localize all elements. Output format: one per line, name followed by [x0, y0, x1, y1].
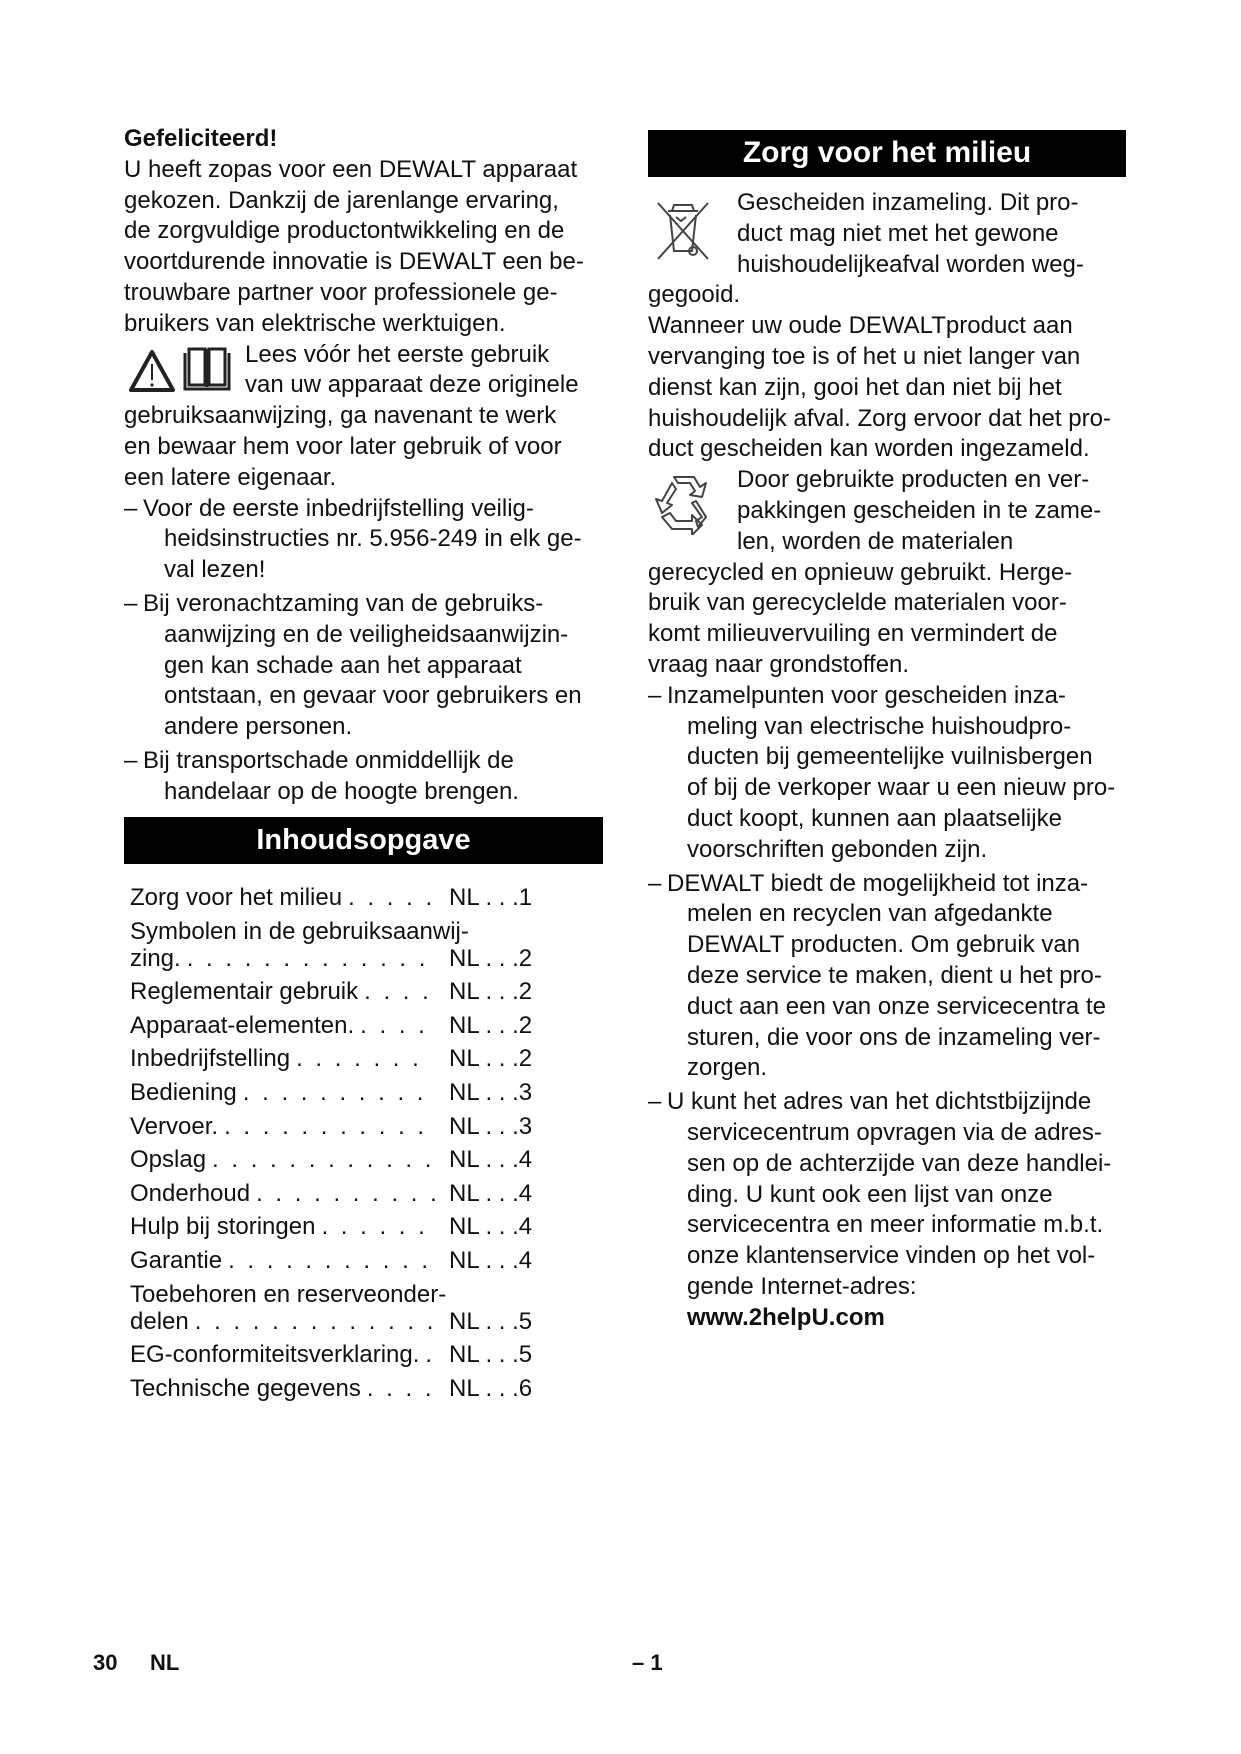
text-line: heidsinstructies nr. 5.956-249 in elk ge-: [164, 525, 582, 553]
dot-leader: .: [425, 1341, 436, 1369]
toc-entry[interactable]: [130, 1146, 560, 1173]
text-line: voorschriften gebonden zijn.: [687, 835, 988, 863]
toc-entry[interactable]: [130, 1045, 560, 1072]
toc-entry-line: [130, 1180, 440, 1207]
dot-leader: . . . . .: [348, 884, 436, 911]
bullet-dash: –: [648, 681, 662, 709]
bullet-dash: –: [124, 746, 138, 774]
toc-entry-line: [130, 1079, 426, 1106]
toc-entry-title: zing.: [130, 944, 181, 972]
text-line: DEWALT biedt de mogelijkheid tot inza-: [667, 869, 1089, 897]
right-bullet-list: [648, 681, 1128, 1303]
toc-page-ref: NL . . .3: [449, 1112, 533, 1140]
dot-leader: . . . .: [364, 978, 432, 1006]
text-line: gerecycled en opnieuw gebruikt. Herge-: [648, 558, 1073, 586]
notice-paragraph: [124, 401, 604, 493]
table-of-contents: [130, 884, 560, 1408]
toc-entry-title: Apparaat-elementen.: [130, 1011, 355, 1039]
right-column: [648, 188, 1128, 1333]
toc-page-ref: NL . . .6: [449, 1374, 533, 1402]
text-line: duct koopt, kunnen aan plaatselijke: [687, 804, 1062, 832]
website-link[interactable]: www.2helpU.com: [687, 1303, 885, 1331]
text-line: komt milieuvervuiling en vermindert de: [648, 620, 1058, 648]
page-number: 30: [93, 1650, 118, 1675]
recycle-paragraph-indented: [648, 465, 1128, 557]
toc-entry[interactable]: [130, 1180, 560, 1207]
text-line: len, worden de materialen: [737, 527, 1014, 555]
bullet-dash: –: [124, 494, 138, 522]
list-item: [124, 589, 604, 743]
toc-entry[interactable]: [130, 1012, 560, 1039]
bullet-dash: –: [124, 589, 138, 617]
section-page-number: – 1: [632, 1650, 663, 1675]
environment-header: [648, 130, 1126, 177]
text-line: U heeft zopas voor een DEWALT apparaat: [124, 155, 578, 183]
toc-entry[interactable]: [130, 978, 560, 1005]
toc-page-ref: NL . . .4: [449, 1146, 533, 1174]
text-line: en bewaar hem voor later gebruik of voor: [124, 432, 562, 460]
toc-entry-line: [130, 978, 432, 1005]
text-line: andere personen.: [164, 713, 353, 741]
left-bullet-list: [124, 494, 604, 808]
toc-entry-title: Toebehoren en reserveonder-: [130, 1280, 447, 1308]
text-line: bruik van gerecyclelde materialen voor-: [648, 589, 1067, 617]
toc-entry-line: [130, 1247, 431, 1274]
footer-language: NL: [150, 1650, 180, 1675]
toc-page-ref: NL . . .1: [449, 884, 533, 911]
bullet-dash: –: [648, 1088, 662, 1116]
bullet-dash: –: [648, 869, 662, 897]
dot-leader: . . . . . .: [321, 1213, 428, 1241]
list-item: [648, 869, 1128, 1085]
text-line: dienst kan zijn, gooi het dan niet bij het: [648, 373, 1062, 401]
text-line: een latere eigenaar.: [124, 463, 337, 491]
toc-page-ref: NL . . .3: [449, 1078, 533, 1106]
text-line: vervanging toe is of het u niet langer van: [648, 342, 1081, 370]
toc-entry-line: [130, 1281, 446, 1308]
toc-entry-title: Bediening: [130, 1078, 237, 1106]
toc-header: [124, 817, 603, 864]
dot-leader: . . . . . . . . . . . .: [212, 1146, 435, 1174]
text-line: trouwbare partner voor professionele ge-: [124, 278, 558, 306]
crossed-out-bin-icon: [654, 197, 712, 265]
intro-title: Gefeliciteerd!: [124, 125, 278, 152]
text-line: Voor de eerste inbedrijfstelling veilig-: [143, 494, 534, 522]
text-line: bruikers van elektrische werktuigen.: [124, 309, 506, 337]
toc-page-ref: NL . . .2: [449, 1045, 533, 1073]
toc-entry[interactable]: [130, 1213, 560, 1240]
text-line: vraag naar grondstoffen.: [648, 650, 910, 678]
dot-leader: . . . . . . .: [296, 1045, 422, 1073]
toc-entry-title: Hulp bij storingen: [130, 1213, 316, 1241]
toc-entry[interactable]: [130, 1375, 560, 1402]
text-line: pakkingen gescheiden in te zame-: [737, 496, 1102, 524]
text-line: Lees vóór het eerste gebruik: [245, 340, 550, 368]
text-line: ducten bij gemeentelijke vuilnisbergen: [687, 743, 1093, 771]
weee-paragraph-indented: [648, 188, 1128, 280]
toc-entry-title: Onderhoud: [130, 1179, 251, 1207]
toc-entry-title: Symbolen in de gebruiksaanwij-: [130, 917, 469, 945]
dot-leader: . . . . . . . . . . . . .: [186, 944, 429, 972]
list-item: [124, 746, 604, 808]
text-line: huishoudelijk afval. Zorg ervoor dat het pro-: [648, 404, 1111, 432]
dot-leader: . . . . . . . . . . .: [228, 1246, 432, 1274]
toc-entry-line: [130, 884, 435, 911]
toc-page-ref: NL . . .4: [449, 1213, 533, 1241]
toc-page-ref: NL . . .4: [449, 1179, 533, 1207]
toc-page-ref: NL . . .2: [449, 978, 533, 1006]
toc-entry-line: [130, 945, 428, 972]
toc-entry[interactable]: [130, 1247, 560, 1274]
text-line: gekozen. Dankzij de jarenlange ervaring,: [124, 186, 559, 214]
recycle-icon: [652, 471, 716, 535]
toc-entry[interactable]: [130, 918, 560, 972]
toc-entry-title: Garantie: [130, 1246, 223, 1274]
text-line: aanwijzing en de veiligheidsaanwijzin-: [164, 620, 569, 648]
text-line: melen en recyclen van afgedankte: [687, 900, 1053, 928]
text-line: gen kan schade aan het apparaat: [164, 651, 522, 679]
toc-entry[interactable]: [130, 1079, 560, 1106]
text-line: servicecentra en meer informatie m.b.t.: [687, 1211, 1104, 1239]
text-line: ontstaan, en gevaar voor gebruikers en: [164, 682, 582, 710]
text-line: DEWALT producten. Om gebruik van: [687, 931, 1081, 959]
text-line: ding. U kunt ook een lijst van onze: [687, 1180, 1053, 1208]
text-line: van uw apparaat deze originele: [245, 371, 579, 399]
toc-entry-title: EG-conformiteitsverklaring.: [130, 1341, 420, 1369]
toc-entry-title: Inbedrijfstelling: [130, 1045, 291, 1073]
text-line: huishoudelijkeafval worden weg-: [737, 250, 1084, 278]
text-line: Wanneer uw oude DEWALTproduct aan: [648, 312, 1073, 340]
warning-icon: [127, 348, 177, 394]
text-line: Inzamelpunten voor gescheiden inza-: [667, 681, 1066, 709]
text-line: U kunt het adres van het dichtstbijzijnde: [667, 1088, 1092, 1116]
toc-entry[interactable]: [130, 1113, 560, 1140]
toc-entry-line: [130, 1012, 428, 1039]
text-line: val lezen!: [164, 556, 266, 584]
list-item: [648, 1087, 1128, 1303]
toc-entry-title: Vervoer.: [130, 1112, 219, 1140]
toc-page-ref: NL . . .5: [449, 1341, 533, 1369]
text-line: gegooid.: [648, 281, 741, 309]
text-line: servicecentrum opvragen via de adres-: [687, 1118, 1102, 1146]
text-line: duct aan een van onze servicecentra te: [687, 992, 1106, 1020]
toc-entry[interactable]: [130, 1281, 560, 1335]
weee-paragraph: [648, 280, 1128, 465]
toc-entry-title: Reglementair gebruik: [130, 978, 359, 1006]
toc-page-ref: NL . . .4: [449, 1246, 533, 1274]
toc-page-ref: NL . . .2: [449, 944, 533, 972]
toc-title: Inhoudsopgave: [256, 824, 471, 856]
text-line: gebruiksaanwijzing, ga navenant te werk: [124, 402, 557, 430]
text-line: Door gebruikte producten en ver-: [737, 466, 1090, 494]
dot-leader: . . . .: [366, 1374, 435, 1402]
list-item: [124, 494, 604, 586]
toc-entry-title: Opslag: [130, 1146, 207, 1174]
dot-leader: . . . . . . . . . . .: [224, 1112, 428, 1140]
toc-entry-line: [130, 1375, 435, 1402]
toc-entry-title: delen: [130, 1307, 189, 1335]
toc-page-ref: NL . . .5: [449, 1307, 533, 1335]
manual-book-icon: [181, 345, 233, 393]
text-line: onze klantenservice vinden op het vol-: [687, 1242, 1096, 1270]
toc-entry[interactable]: [130, 884, 560, 911]
dot-leader: . . . .: [360, 1011, 428, 1039]
text-line: sturen, die voor ons de inzameling ver-: [687, 1023, 1101, 1051]
text-line: de zorgvuldige productontwikkeling en de: [124, 217, 565, 245]
dot-leader: . . . . . . . . . .: [242, 1078, 427, 1106]
toc-entry-line: [130, 1146, 434, 1173]
toc-page-ref: NL . . .2: [449, 1011, 533, 1039]
text-line: zorgen.: [687, 1054, 768, 1082]
text-line: duct mag niet met het gewone: [737, 219, 1059, 247]
text-line: Gescheiden inzameling. Dit pro-: [737, 189, 1079, 216]
left-column: [124, 124, 604, 808]
toc-entry-line: [130, 1045, 422, 1072]
text-line: duct gescheiden kan worden ingezameld.: [648, 435, 1090, 463]
text-line: sen op de achterzijde van deze handlei-: [687, 1149, 1112, 1177]
list-item: [648, 681, 1128, 866]
dot-leader: . . . . . . . . . .: [256, 1179, 440, 1207]
toc-entry-line: [130, 1308, 436, 1335]
toc-entry-line: [130, 918, 469, 945]
environment-title: Zorg voor het milieu: [742, 136, 1032, 169]
toc-entry-title: Technische gegevens: [130, 1374, 361, 1402]
text-line: gende Internet-adres:: [687, 1272, 917, 1300]
toc-entry-line: [130, 1113, 427, 1140]
recycle-paragraph: [648, 558, 1128, 681]
dot-leader: . . . . . . . . . . . . .: [194, 1307, 437, 1335]
toc-entry[interactable]: [130, 1341, 560, 1368]
text-line: handelaar op de hoogte brengen.: [164, 777, 519, 805]
toc-entry-line: [130, 1341, 435, 1368]
toc-entry-title: Zorg voor het milieu: [130, 884, 343, 911]
text-line: voortdurende innovatie is DEWALT een be-: [124, 248, 584, 276]
text-line: meling van electrische huishoudpro-: [687, 712, 1072, 740]
text-line: of bij de verkoper waar u een nieuw pro-: [687, 774, 1116, 802]
text-line: Bij veronachtzaming van de gebruiks-: [143, 589, 544, 617]
text-line: Bij transportschade onmiddellijk de: [143, 746, 514, 774]
toc-entry-line: [130, 1213, 428, 1240]
text-line: deze service te maken, dient u het pro-: [687, 961, 1102, 989]
intro-paragraph: [124, 155, 604, 340]
